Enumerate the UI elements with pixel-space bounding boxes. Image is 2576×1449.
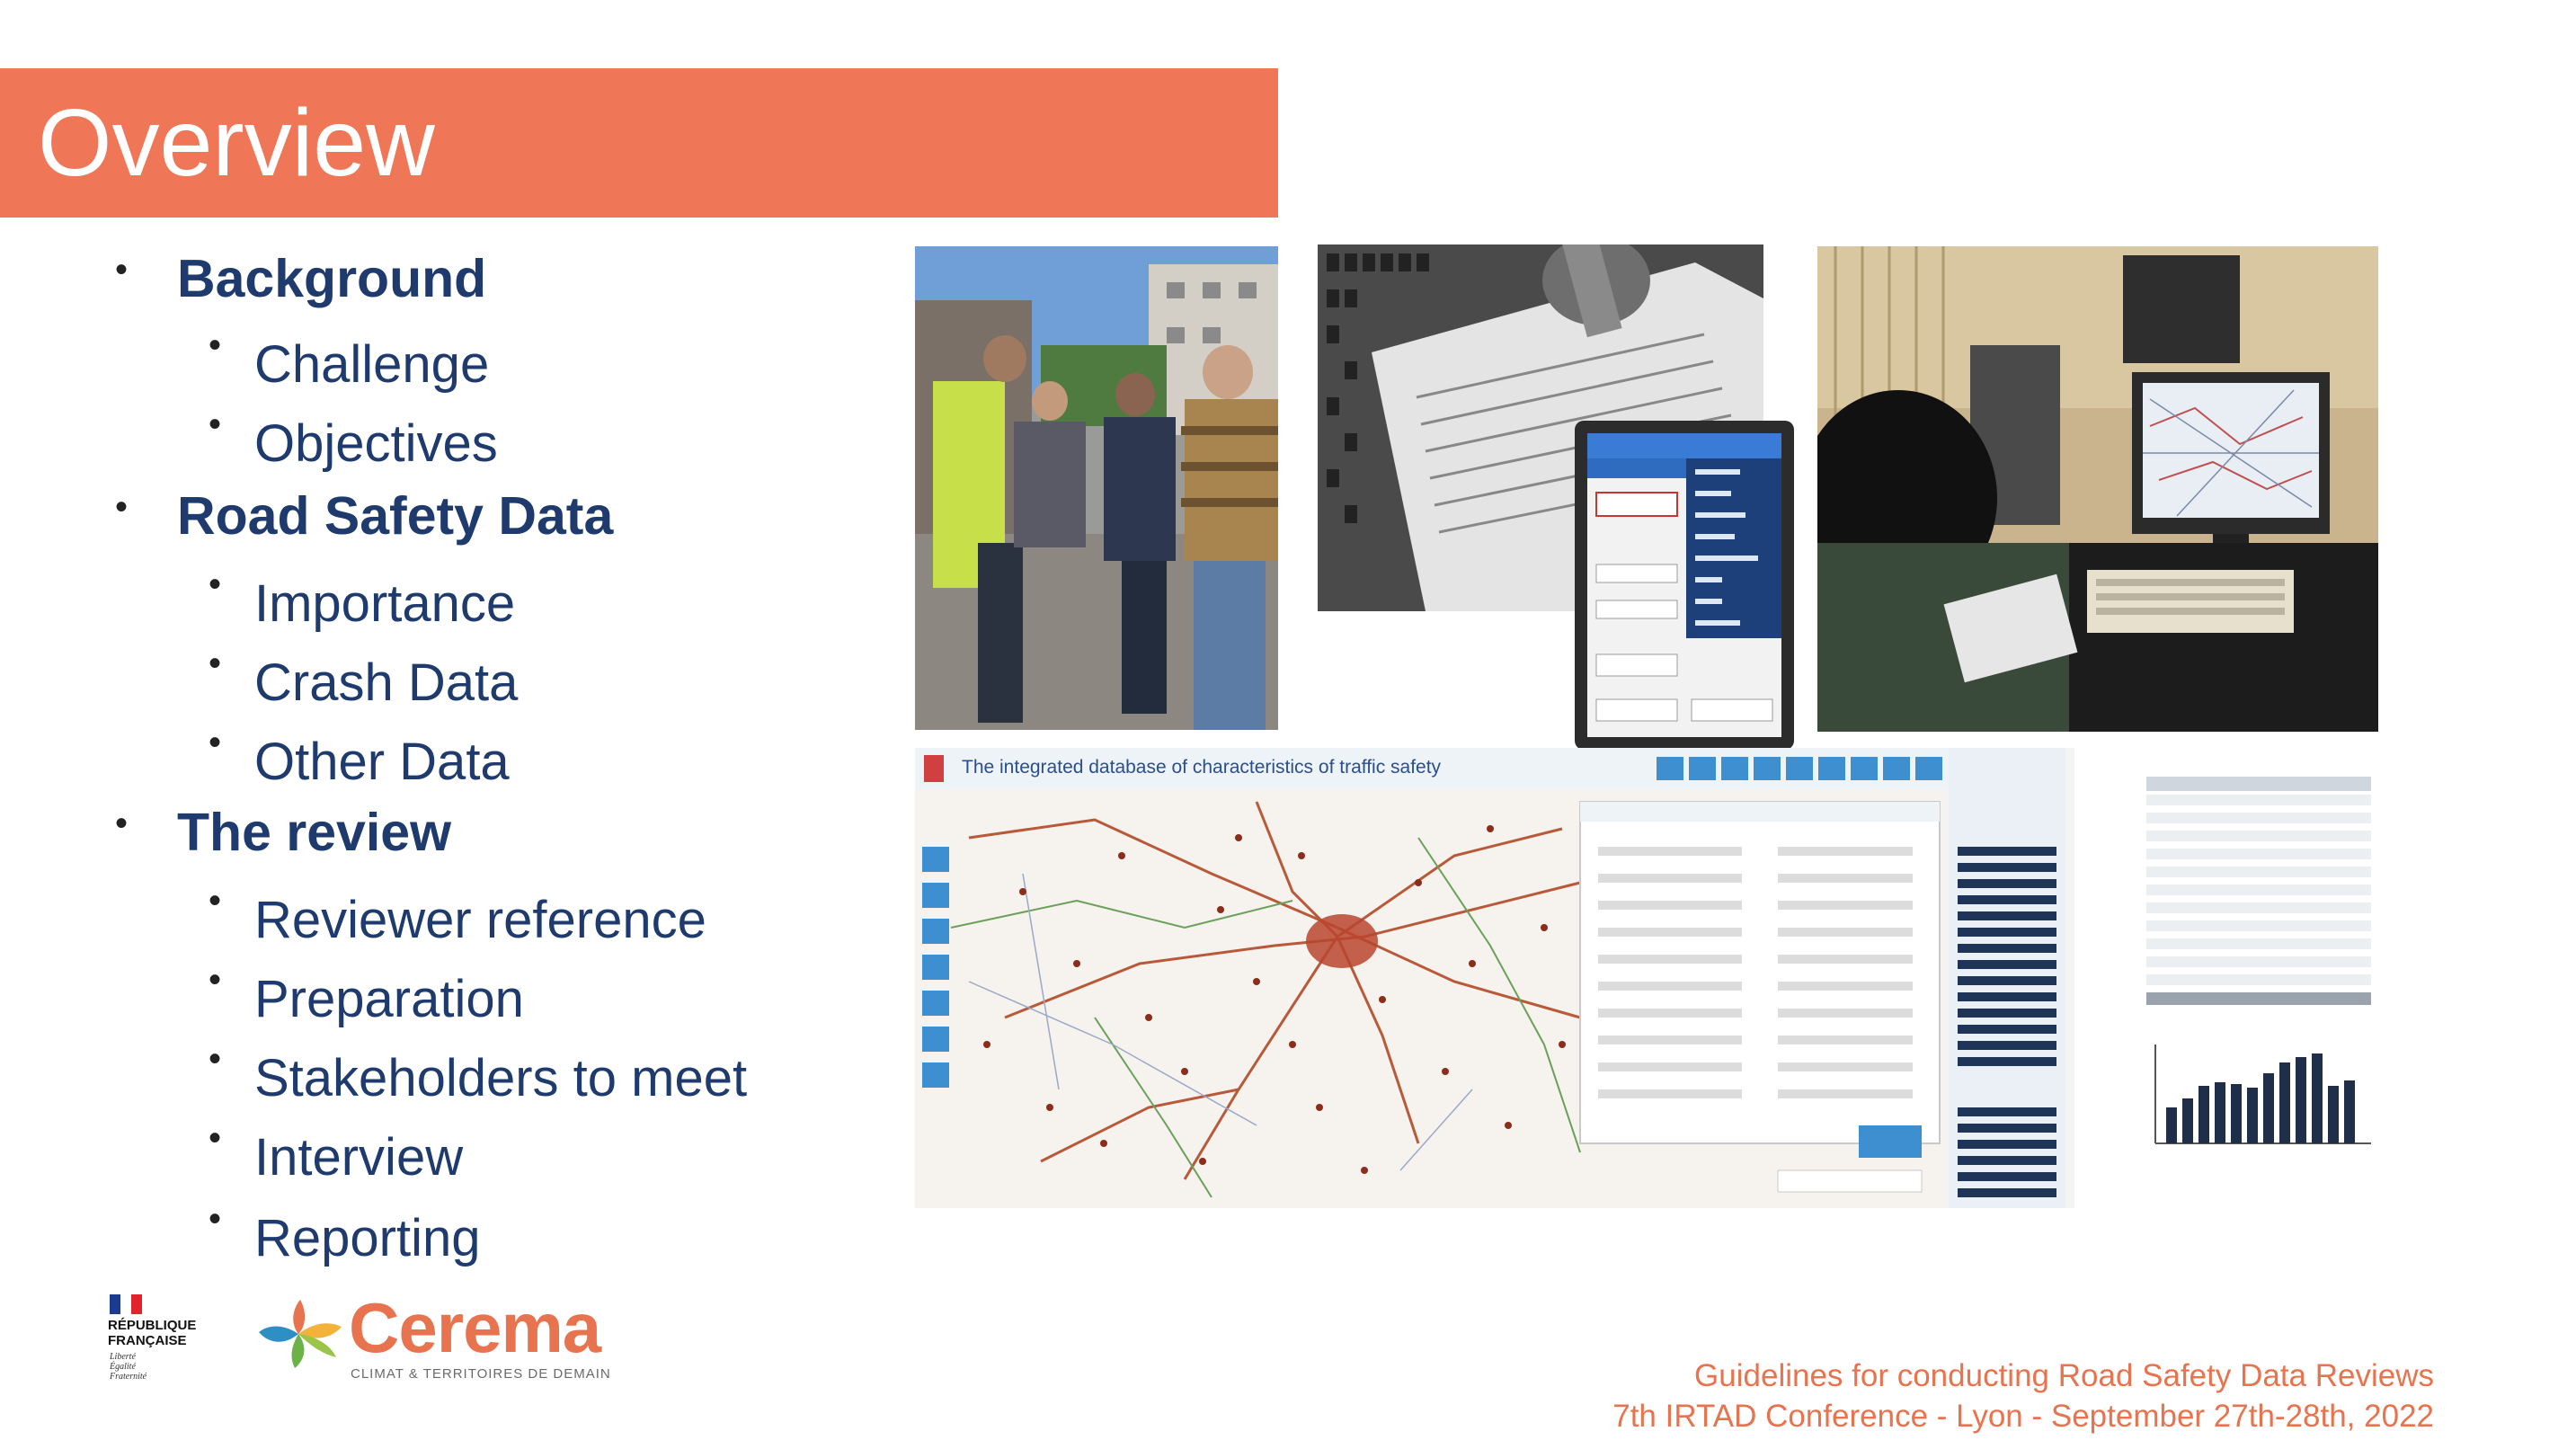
cerema-tagline: CLIMAT & TERRITOIRES DE DEMAIN xyxy=(351,1366,611,1382)
bullet-marker: • xyxy=(209,1199,222,1239)
outline-item-stakeholders: Stakeholders to meet xyxy=(254,1049,748,1107)
bullet-marker: • xyxy=(209,325,222,365)
bullet-marker: • xyxy=(209,564,222,604)
screenshot-caption: The integrated database of characteristics of traffic safety xyxy=(962,757,1442,778)
bullet-marker: • xyxy=(209,881,222,920)
footer-line-1: Guidelines for conducting Road Safety Data Reviews xyxy=(1694,1358,2434,1393)
cerema-wordmark: Cerema xyxy=(349,1288,601,1367)
outline-item-reporting: Reporting xyxy=(254,1209,481,1267)
bullet-marker: • xyxy=(115,250,129,289)
outline-item-crash-data: Crash Data xyxy=(254,653,519,712)
bullet-marker: • xyxy=(209,960,222,1000)
outline-item-the-review: The review xyxy=(177,803,451,862)
screenshot-traffic-safety-database xyxy=(915,748,2378,1208)
outline-item-background: Background xyxy=(177,249,487,308)
bullet-marker: • xyxy=(115,804,129,843)
outline-list xyxy=(0,0,899,1303)
bullet-marker: • xyxy=(209,1118,222,1158)
french-flag-icon xyxy=(110,1294,142,1314)
outline-item-challenge: Challenge xyxy=(254,335,490,394)
bullet-marker: • xyxy=(209,1039,222,1079)
outline-item-preparation: Preparation xyxy=(254,970,524,1028)
cerema-emblem-icon xyxy=(255,1294,345,1370)
outline-item-road-safety-data: Road Safety Data xyxy=(177,486,614,546)
bullet-marker: • xyxy=(209,644,222,683)
bullet-marker: • xyxy=(209,723,222,762)
republique-francaise-logo xyxy=(108,1294,216,1384)
footer xyxy=(1612,1356,2434,1436)
bullet-marker: • xyxy=(209,404,222,444)
photo-mobile-app xyxy=(1575,421,1794,750)
outline-item-other-data: Other Data xyxy=(254,733,510,791)
outline-item-interview: Interview xyxy=(254,1128,464,1187)
slide-title: Overview xyxy=(38,90,435,196)
photo-police-crash-scene xyxy=(915,246,1278,730)
outline-item-importance: Importance xyxy=(254,574,516,633)
outline-item-objectives: Objectives xyxy=(254,414,498,473)
bullet-marker: • xyxy=(115,487,129,527)
cerema-logo xyxy=(255,1288,615,1391)
republique-motto: Liberté Égalité Fraternité xyxy=(110,1352,147,1382)
outline-item-reviewer-reference: Reviewer reference xyxy=(254,891,706,949)
footer-line-2: 7th IRTAD Conference - Lyon - September 27th-28th, 2022 xyxy=(1612,1399,2434,1434)
photo-computer-workstation xyxy=(1817,246,2378,732)
republique-wordmark: RÉPUBLIQUE FRANÇAISE xyxy=(108,1318,197,1348)
